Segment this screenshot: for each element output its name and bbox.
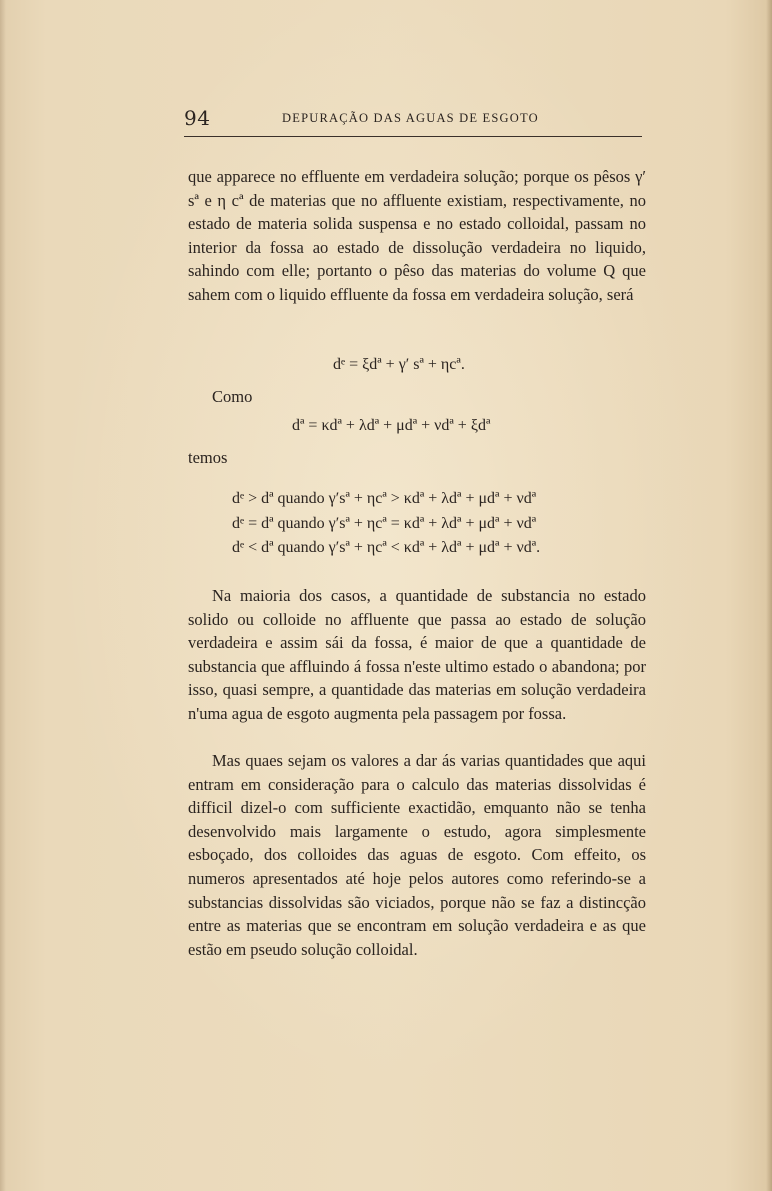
page-header (184, 104, 642, 136)
running-title: DEPURAÇÃO DAS AGUAS DE ESGOTO (282, 111, 539, 125)
label-temos: temos (188, 448, 228, 467)
inequality-less: dᵉ < dª quando γ′sª + ηcª < κdª + λdª + μdª + νdª. (232, 539, 541, 556)
inequality-greater: dᵉ > dª quando γ′sª + ηcª > κdª + λdª + μdª + νdª (232, 490, 537, 507)
paragraph-2: Na maioria dos casos, a quantidade de substancia no estado solido ou colloide no affluente que passa ao estado de solução verdadeira e assim sái da fossa, é maior de que a quantidade de substancia que affluindo á fossa n'este ultimo estado o abandona; por isso, quasi sempre, a quantidade das materias em solução verdadeira n'uma agua de esgoto augmenta pela passagem por fossa. (188, 586, 646, 723)
label-como: Como (212, 387, 253, 406)
inequality-equal: dᵉ = dª quando γ′sª + ηcª = κdª + λdª + μdª + νdª (232, 515, 537, 532)
paragraph-3: Mas quaes sejam os valores a dar ás varias quantidades que aqui entram em consideração para o calculo das materias dissolvidas é difficil dizel-o com sufficiente exactidão, emquanto não se tenha desenvolvido mais largamente o estudo, agora simplesmente esboçado, dos colloides das aguas de esgoto. Com effeito, os numeros apresentados até hoje pelos autores como referindo-se a substancias dissolvidas são viciados, porque não se faz a distincção entre as materias que se encontram em solução verdadeira e as que estão em pseudo solução colloidal. (188, 751, 646, 959)
page-number: 94 (184, 106, 211, 130)
formula-effluent-weight: dᵉ = ξdª + γ′ sª + ηcª. (333, 356, 465, 373)
page-edge-shadow-left (0, 0, 6, 1191)
page-edge-shadow-right (766, 0, 772, 1191)
formula-affluent-weight: dª = κdª + λdª + μdª + νdª + ξdª (292, 417, 491, 434)
header-rule (184, 136, 642, 137)
paragraph-1: que apparece no effluente em verdadeira solução; porque os pêsos γ′ sª e η cª de materias que no affluente existiam, respectivamente, no estado de materia solida suspensa e no estado colloidal, passam no interior da fossa ao estado de dissolução verdadeira no liquido, sahindo com elle; portanto o pêso das materias do volume Q que sahem com o liquido effluente da fossa em verdadeira solução, será (188, 167, 646, 304)
